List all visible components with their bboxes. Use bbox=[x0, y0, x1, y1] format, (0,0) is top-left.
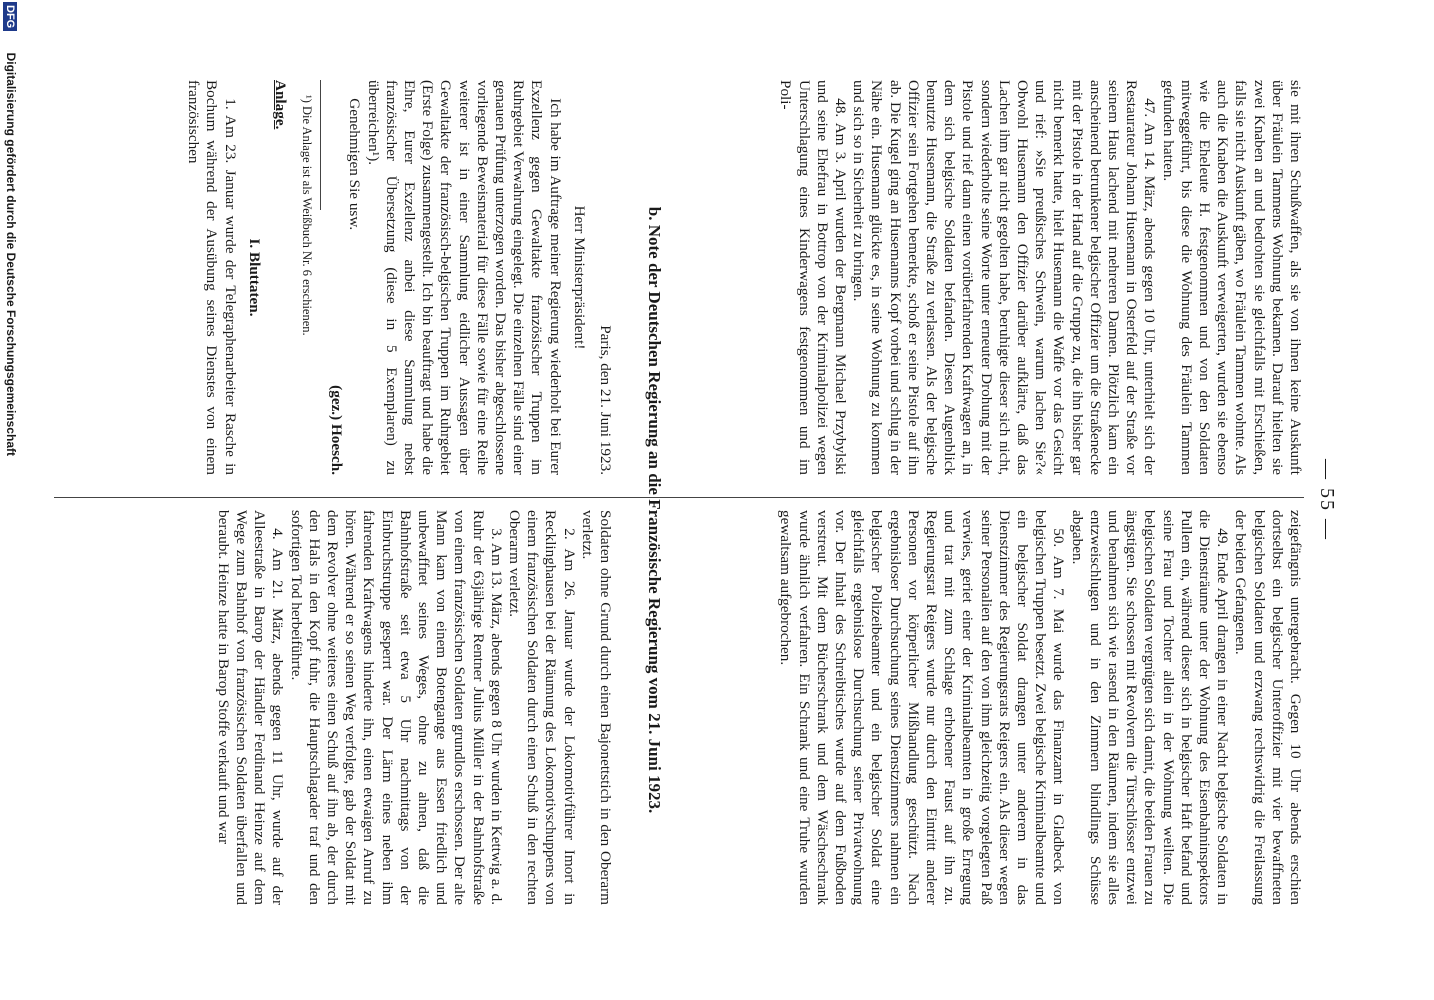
letter-salutation: Herr Ministerpräsident! bbox=[570, 205, 588, 350]
letter-body: Ich habe im Auftrage meiner Regierung wiederholt bei Eurer Exzellenz gegen Gewaltakte französischer Truppen im Ruhrgebiet Verwahrung eingelegt. Die einzelnen Fälle sind einer genauen Prüfung unterzogen worden. Das bisher abgeschlossene vorliegende Beweismaterial für diese Fälle sowie für eine Reihe weiterer ist in einer Sammlung eidlicher Aussagen über Gewaltakte der französisch-belgischen Truppen im Ruhrgebiet (Erste Folge) zusammengestellt. Ich bin beauftragt und habe die Ehre, Eurer Exzellenz anbei diese Sammlung nebst französischer Übersetzung (diese in 5 Exemplaren) zu überreichen¹). bbox=[364, 80, 564, 475]
section-heading: b. Note der Deutschen Regierung an die Französische Regierung vom 21. Juni 1923. bbox=[645, 206, 664, 814]
paragraph: zeigefängnis untergebracht. Gegen 10 Uhr abends erschien dortselbst ein belgischer Unteroffizier mit vier bewaffneten belgischen Soldaten und erzwang rechtswidrig die Freilassung der beiden Gefangenen. bbox=[1232, 510, 1304, 905]
paragraph: sie mit ihren Schußwaffen, als sie von ihnen keine Auskunft über Fräulein Tammens Wohnung bekamen. Darauf hielten sie zwei Knaben an und bedrohten sie gleichfalls mit Erschießen, falls sie nicht Auskunft gäben, wo Fräulein Tammen wohnte. Als auch die Knaben die Auskunft verweigerten, wurden sie ebenso wie die Eheleute H. festgenommen und von den Soldaten mitweggeführt, bis diese die Wohnung des Fräulein Tammen gefunden hatten. bbox=[1159, 80, 1304, 475]
column-divider bbox=[54, 497, 1304, 498]
digitization-credit-text: Digitalisierung gefördert durch die Deutsche Forschungsgemeinschaft bbox=[4, 52, 18, 456]
digitization-credit bbox=[0, 0, 22, 1000]
section-title: I. Bluttaten. bbox=[245, 238, 263, 317]
paragraph-item-2: 2. Am 26. Januar wurde der Lokomotivführer Imort in Recklinghausen bei der Räumung des Lokomotivschuppens von einem französischen Soldaten durch einen Schuß in den rechten Oberarm verletzt. bbox=[505, 510, 578, 905]
paragraph-item-3: 3. Am 13. März, abends gegen 8 Uhr wurden in Kettwig a. d. Ruhr der 63jährige Rentner Julius Müller in der Bahnhofstraße von einem französischen Soldaten grundlos erschossen. Der alte Mann kam von einem Botengange aus Essen friedlich und unbewaffnet seines Weges, ohne zu ahnen, daß die Bahnhofstraße seit etwa 5 Uhr nachmittags von der Einbruchstruppe gesperrt war. Der Lärm eines neben ihm fahrenden Kraftwagens hinderte ihn, einen etwaigen Anruf zu hören. Während er so seinen Weg verfolgte, gab der Soldat mit dem Revolver ohne weiteres einen Schuß auf ihn ab, der durch den Hals in den Kopf fuhr, die Hauptschlagader traf und den sofortigen Tod herbeiführte. bbox=[287, 510, 505, 905]
paragraph-49: 49. Ende April drangen in einer Nacht belgische Soldaten in die Diensträume unter der Wohnung des Eisenbahninspektors Pullem ein, während dieser sich in belgischer Haft befand und seine Frau und Tochter allein in der Wohnung weilten. Die belgischen Soldaten vergnügten sich damit, die beiden Frauen zu ängstigen. Sie schossen mit Revolvern die Türschlösser entzwei und benahmen sich wie rasend in den Räumen, indem sie alles entzweischlugen und in den Zimmern blindlings Schüsse abgaben. bbox=[1068, 510, 1232, 905]
letter-closing: Genehmigen Sie usw. bbox=[346, 98, 364, 231]
dfg-logo: DFG bbox=[3, 2, 17, 31]
anlage-title: Anlage. bbox=[271, 80, 289, 130]
column-right-top bbox=[776, 510, 1304, 905]
column-right-bottom bbox=[214, 510, 614, 905]
paragraph-47: 47. Am 14. März, abends gegen 10 Uhr, unterhielt sich der Restaurateur Johann Husemann in Osterfeld auf der Straße vor seinem Haus lachend mit mehreren Damen. Plötzlich kam ein anscheinend betrunkener belgischer Offizier um die Straßenecke mit der Pistole in der Hand auf die Gruppe zu, die ihn bisher gar nicht bemerkt hatte, hielt Husemann die Waffe vor das Gesicht und rief: »Sie preußisches Schwein, warum lachen Sie?« Obwohl Husemann den Offizier darüber aufklärte, daß das Lachen ihm gar nicht gegolten habe, beruhigte dieser sich nicht, sondern wiederholte seine Worte unter erneuter Drohung mit der Pistole und rief dann einen vorüberfahrenden Kraftwagen an, in dem sich belgische Soldaten befanden. Diesen Augenblick benutzte Husemann, die Straße zu verlassen. Als der belgische Offizier sein Fortgehen bemerkte, schoß er seine Pistole auf ihn ab. Die Kugel ging an Husemanns Kopf vorbei und schlug in der Nähe ein. Husemann glückte es, in seine Wohnung zu kommen und sich so in Sicherheit zu bringen. bbox=[850, 80, 1159, 475]
page-number: — 55 — bbox=[1316, 459, 1338, 541]
paragraph: Soldaten ohne Grund durch einen Bajonettstich in den Oberarm verletzt. bbox=[578, 510, 614, 905]
paragraph-50: 50. Am 7. Mai wurde das Finanzamt in Gladbeck von belgischen Truppen besetzt. Zwei belgische Kriminalbeamte und ein belgischer Soldat drangen unter anderem in das Dienstzimmer des Regierungsrats Reigers ein. Als dieser wegen seiner Personalien auf den von ihm gleichzeitig vorgelegten Paß verwies, geriet einer der Kriminalbeamten in große Erregung und trat mit zum Schlage erhobener Faust auf ihn zu. Regierungsrat Reigers wurde nur durch den Eintritt anderer Personen vor körperlicher Mißhandlung geschützt. Nach ergebnisloser Durchsuchung seines Dienstzimmers nahmen ein belgischer Polizeibeamter und ein belgischer Soldat eine gleichfalls ergebnislose Durchsuchung seiner Privatwohnung vor. Der Inhalt des Schreibtisches wurde auf dem Fußboden verstreut. Mit dem Bücherschrank und dem Wäscheschrank wurde ähnlich verfahren. Ein Schrank und eine Truhe wurden gewaltsam aufgebrochen. bbox=[777, 510, 1068, 905]
footnote: ¹) Die Anlage ist als Weißbuch Nr. 6 erschienen. bbox=[299, 95, 314, 336]
paragraph-item-4: 4. Am 21. März, abends gegen 11 Uhr, wurde auf der Alleestraße in Barop der Händler Ferdinand Heinze auf dem Wege zum Bahnhof von französischen Soldaten überfallen und beraubt. Heinze hatte in Barop Stoffe verkauft und war bbox=[214, 510, 287, 905]
paragraph-item-1: 1. Am 23. Januar wurde der Telegraphenarbeiter Rasche in Bochum während der Ausübung seines Dienstes von einem französischen bbox=[185, 80, 239, 475]
letter-signature: (gez.) Hoesch. bbox=[328, 385, 346, 475]
letter-date: Paris, den 21. Juni 1923. bbox=[597, 325, 614, 475]
column-left-top bbox=[776, 80, 1304, 475]
column-left-bottom bbox=[184, 80, 614, 475]
footnote-rule bbox=[320, 80, 321, 210]
paragraph-48: 48. Am 3. April wurden der Bergmann Michael Przybylski und seine Ehefrau in Bottrop von der Kriminalpolizei wegen Unterschlagung eines Kinderwagens festgenommen und im Poli- bbox=[777, 80, 849, 475]
